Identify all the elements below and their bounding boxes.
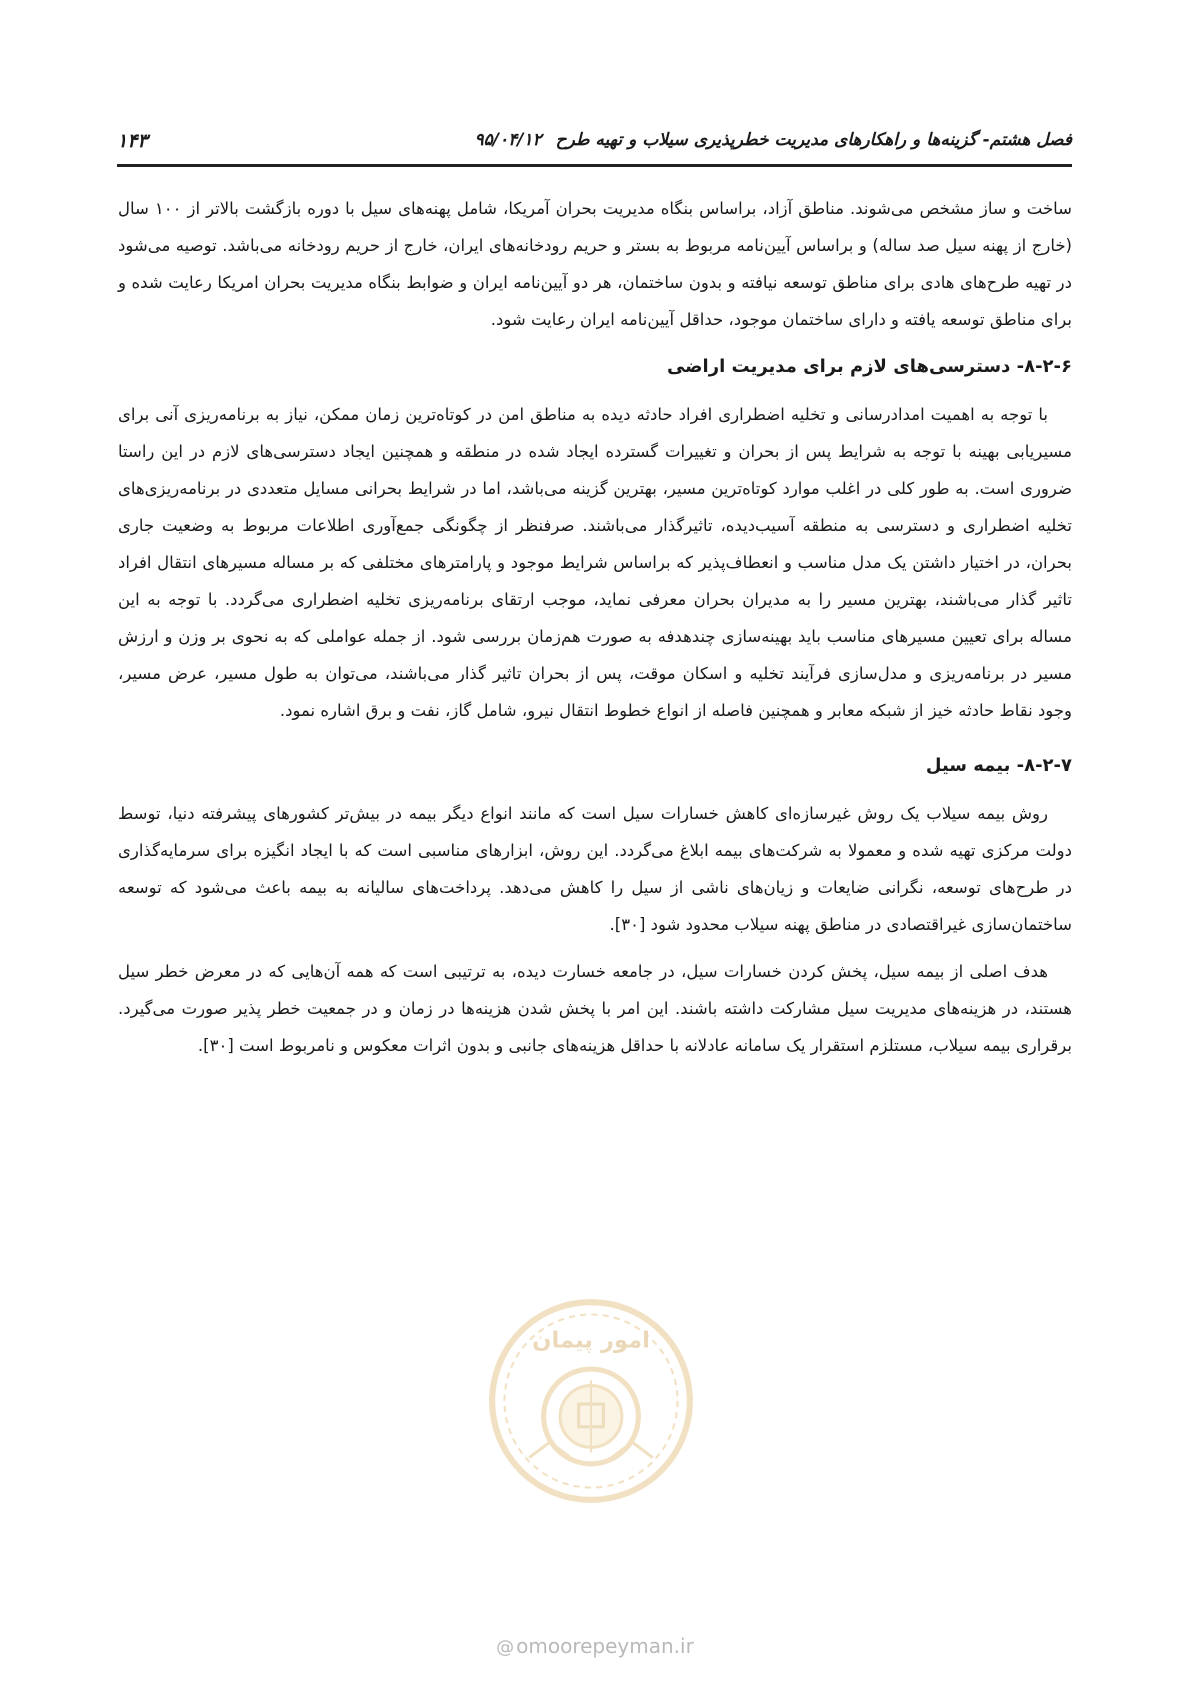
chapter-title: فصل هشتم- گزینه‌ها و راهکارهای مدیریت خطرپذیری سیلاب و تهیه طرح <box>555 130 1072 150</box>
watermark-site: omoorepeyman.ir <box>516 1634 694 1658</box>
at-icon: @ <box>496 1637 515 1658</box>
paragraph-3: روش بیمه سیلاب یک روش غیرسازه‌ای کاهش خسارات سیل است که مانند انواع دیگر بیمه در بیش‌تر کشورهای پیشرفته دنیا، توسط دولت مرکزی تهیه شده و معمولا به شرکت‌های بیمه ابلاغ می‌گردد. این روش، ابزارهای مناسبی است که با ایجاد انگیزه برای سرمایه‌گذاری در طرح‌های توسعه، نگرانی ضایعات و زیان‌های ناشی از سیل را کاهش می‌دهد. پرداخت‌های سالیانه به بیمه باعث می‌شود که توسعه ساختمان‌سازی غیراقتصادی در مناطق پهنه سیلاب محدود شود [۳۰]. <box>118 804 1072 934</box>
paragraph-4: هدف اصلی از بیمه سیل، پخش کردن خسارات سیل، در جامعه خسارت دیده، به ترتیبی است که همه آن‌هایی که در معرض خطر سیل هستند، در هزینه‌های مدیریت سیل مشارکت داشته باشند. این امر با پخش شدن هزینه‌ها در زمان و در جمعیت خطر پذیر صورت می‌گیرد. برقراری بیمه سیلاب، مستلزم استقرار یک سامانه عادلانه با حداقل هزینه‌های جانبی و بدون اثرات معکوس و نامربوط است [۳۰]. <box>118 962 1072 1055</box>
watermark-footer <box>0 1634 1190 1658</box>
watermark-seal-icon <box>488 1298 694 1504</box>
header-title <box>474 130 1072 150</box>
document-body <box>118 190 1072 1064</box>
section-heading-8-2-6: ۸-۲-۶- دسترسی‌های لازم برای مدیریت اراضی <box>666 356 1072 377</box>
running-header <box>117 130 1072 167</box>
section-heading-8-2-7: ۸-۲-۷- بیمه سیل <box>925 755 1072 776</box>
page-number: ۱۴۳ <box>117 130 148 152</box>
paragraph-1: ساخت و ساز مشخص می‌شوند. مناطق آزاد، براساس بنگاه مدیریت بحران آمریکا، شامل پهنه‌های سیل با دوره بازگشت بالاتر از ۱۰۰ سال (خارج از پهنه سیل صد ساله) و براساس آیین‌نامه مربوط به بستر و حریم رودخانه‌های ایران، خارج از حریم رودخانه می‌باشد. توصیه می‌شود در تهیه طرح‌های هادی برای مناطق توسعه نیافته و بدون ساختمان، هر دو آیین‌نامه ایران و ضوابط بنگاه مدیریت بحران امریکا رعایت شده و برای مناطق توسعه یافته و دارای ساختمان موجود، حداقل آیین‌نامه ایران رعایت شود. <box>118 199 1072 329</box>
paragraph-2: با توجه به اهمیت امدادرسانی و تخلیه اضطراری افراد حادثه دیده به مناطق امن در کوتاه‌ترین زمان ممکن، نیاز به برنامه‌ریزی آنی برای مسیریابی بهینه با توجه به شرایط پس از بحران و تغییرات گسترده ایجاد شده در منطقه و همچنین ایجاد دسترسی‌های لازم در این راستا ضروری است. به طور کلی در اغلب موارد کوتاه‌ترین مسیر، بهترین گزینه می‌باشد، اما در شرایط بحرانی مسایل متعددی در برنامه‌ریزی‌های تخلیه اضطراری و دسترسی به منطقه آسیب‌دیده، تاثیرگذار می‌باشند. صرفنظر از چگونگی جمع‌آوری اطلاعات مربوط به وضعیت جاری بحران، در اختیار داشتن یک مدل مناسب و انعطاف‌پذیر که براساس شرایط موجود و پارامترهای مختلفی که بر مساله مسیرهای انتقال افراد تاثیر گذار می‌باشند، بهترین مسیر را به مدیران بحران معرفی نماید، موجب ارتقای برنامه‌ریزی تخلیه اضطراری می‌گردد. با توجه به این مساله برای تعیین مسیرهای مناسب باید بهینه‌سازی چندهدفه به صورت هم‌زمان بررسی شود. از جمله عواملی که به نحوی بر وزن و ارزش مسیر در برنامه‌ریزی و مدل‌سازی فرآیند تخلیه و اسکان موقت، پس از بحران تاثیر گذار می‌باشند، می‌توان به طول مسیر، عرض مسیر، وجود نقاط حادثه خیز از شبکه معابر و همچنین فاصله از انواع خطوط انتقال نیرو، شامل گاز، نفت و برق اشاره نمود. <box>118 405 1072 720</box>
header-date: ۹۵/۰۴/۱۲ <box>474 130 542 150</box>
watermark-seal-text: امور پیمان <box>532 1327 650 1354</box>
